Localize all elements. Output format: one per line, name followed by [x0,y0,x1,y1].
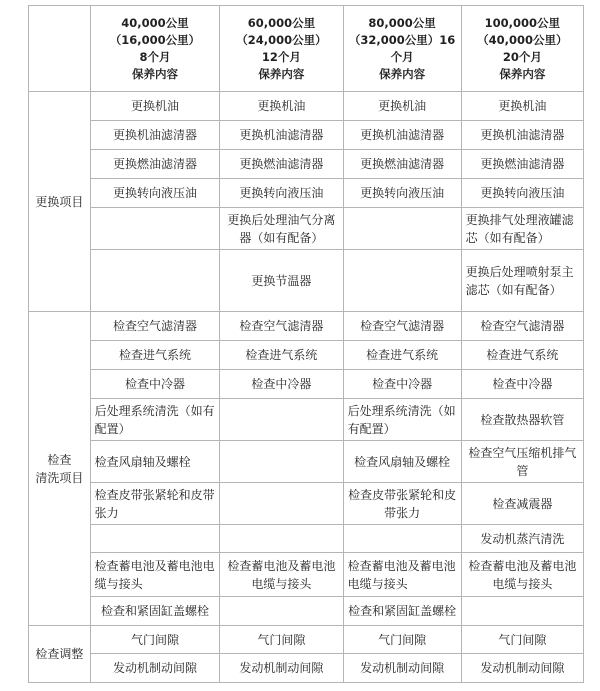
header-col-2: 60,000公里 （24,000公里） 12个月 保养内容 [220,6,343,92]
table-cell: 检查空气压缩机排气管 [461,441,583,483]
table-cell: 更换机油滤清器 [461,121,583,150]
table-cell: 更换燃油滤清器 [461,150,583,179]
category-replace: 更换项目 [29,92,91,312]
header-col-4: 100,000公里 （40,000公里） 20个月 保养内容 [461,6,583,92]
table-cell: 更换后处理喷射泵主滤芯（如有配备） [461,250,583,312]
table-cell: 检查皮带张紧轮和皮带张力 [343,483,461,525]
table-cell: 检查空气滤清器 [343,312,461,341]
table-row [29,312,584,341]
table-cell: 检查进气系统 [343,341,461,370]
table-cell [220,597,343,626]
table-cell: 后处理系统清洗（如有配置） [90,399,220,441]
table-cell: 检查风扇轴及螺栓 [90,441,220,483]
table-cell: 更换燃油滤清器 [343,150,461,179]
category-adjust: 检查调整 [29,626,91,683]
table-cell [90,208,220,250]
table-row [29,370,584,399]
table-cell: 发动机制动间隙 [461,654,583,683]
table-cell: 更换机油 [220,92,343,121]
table-cell: 检查进气系统 [90,341,220,370]
table-row [29,553,584,597]
table-cell: 检查蓄电池及蓄电池电缆与接头 [343,553,461,597]
table-cell: 检查空气滤清器 [461,312,583,341]
table-cell [220,399,343,441]
table-row [29,92,584,121]
category-inspect-clean: 检查 清洗项目 [29,312,91,626]
table-cell [90,525,220,553]
table-cell: 检查和紧固缸盖螺栓 [90,597,220,626]
table-row [29,441,584,483]
table-cell: 检查蓄电池及蓄电池电缆与接头 [461,553,583,597]
table-cell: 检查减震器 [461,483,583,525]
table-cell: 更换转向液压油 [90,179,220,208]
table-cell: 检查中冷器 [90,370,220,399]
table-cell: 更换燃油滤清器 [220,150,343,179]
table-row [29,654,584,683]
table-row [29,341,584,370]
table-cell: 更换燃油滤清器 [90,150,220,179]
table-cell: 检查蓄电池及蓄电池电缆与接头 [220,553,343,597]
table-cell [220,525,343,553]
table-row [29,250,584,312]
table-cell: 检查进气系统 [461,341,583,370]
table-row [29,597,584,626]
header-col-1: 40,000公里 （16,000公里） 8个月 保养内容 [90,6,220,92]
table-row [29,121,584,150]
table-cell: 气门间隙 [220,626,343,654]
table-cell [343,525,461,553]
table-cell: 更换排气处理液罐滤芯（如有配备） [461,208,583,250]
table-cell: 更换后处理油气分离器（如有配备） [220,208,343,250]
header-corner [29,6,91,92]
table-cell: 更换转向液压油 [220,179,343,208]
table-cell: 检查空气滤清器 [220,312,343,341]
maintenance-schedule-table [28,5,584,683]
table-cell: 更换机油 [343,92,461,121]
table-cell [220,483,343,525]
table-cell: 检查皮带张紧轮和皮带张力 [90,483,220,525]
table-cell: 更换转向液压油 [343,179,461,208]
table-cell [90,250,220,312]
table-cell: 检查蓄电池及蓄电池电缆与接头 [90,553,220,597]
table-cell: 检查散热器软管 [461,399,583,441]
table-cell: 气门间隙 [90,626,220,654]
table-row [29,208,584,250]
table-cell: 更换节温器 [220,250,343,312]
table-cell: 检查中冷器 [343,370,461,399]
header-col-3: 80,000公里 （32,000公里）16 个月 保养内容 [343,6,461,92]
table-row [29,626,584,654]
table-cell: 发动机制动间隙 [343,654,461,683]
table-cell [220,441,343,483]
table-cell: 更换机油滤清器 [343,121,461,150]
table-cell [343,208,461,250]
table-cell: 更换转向液压油 [461,179,583,208]
table-row [29,399,584,441]
table-cell: 检查中冷器 [220,370,343,399]
table-cell: 后处理系统清洗（如有配置） [343,399,461,441]
table-row [29,483,584,525]
header-row [29,6,584,92]
table-cell: 检查进气系统 [220,341,343,370]
table-cell: 检查中冷器 [461,370,583,399]
table-cell: 检查和紧固缸盖螺栓 [343,597,461,626]
table-cell: 气门间隙 [343,626,461,654]
table-row [29,179,584,208]
table-cell: 更换机油 [461,92,583,121]
table-cell [461,597,583,626]
table-cell: 气门间隙 [461,626,583,654]
table-cell: 发动机制动间隙 [220,654,343,683]
table-cell: 更换机油滤清器 [220,121,343,150]
table-cell [343,250,461,312]
table-cell: 检查空气滤清器 [90,312,220,341]
table-cell: 发动机制动间隙 [90,654,220,683]
table-cell: 发动机蒸汽清洗 [461,525,583,553]
table-row [29,525,584,553]
table-cell: 更换机油滤清器 [90,121,220,150]
table-row [29,150,584,179]
table-cell: 更换机油 [90,92,220,121]
table-cell: 检查风扇轴及螺栓 [343,441,461,483]
